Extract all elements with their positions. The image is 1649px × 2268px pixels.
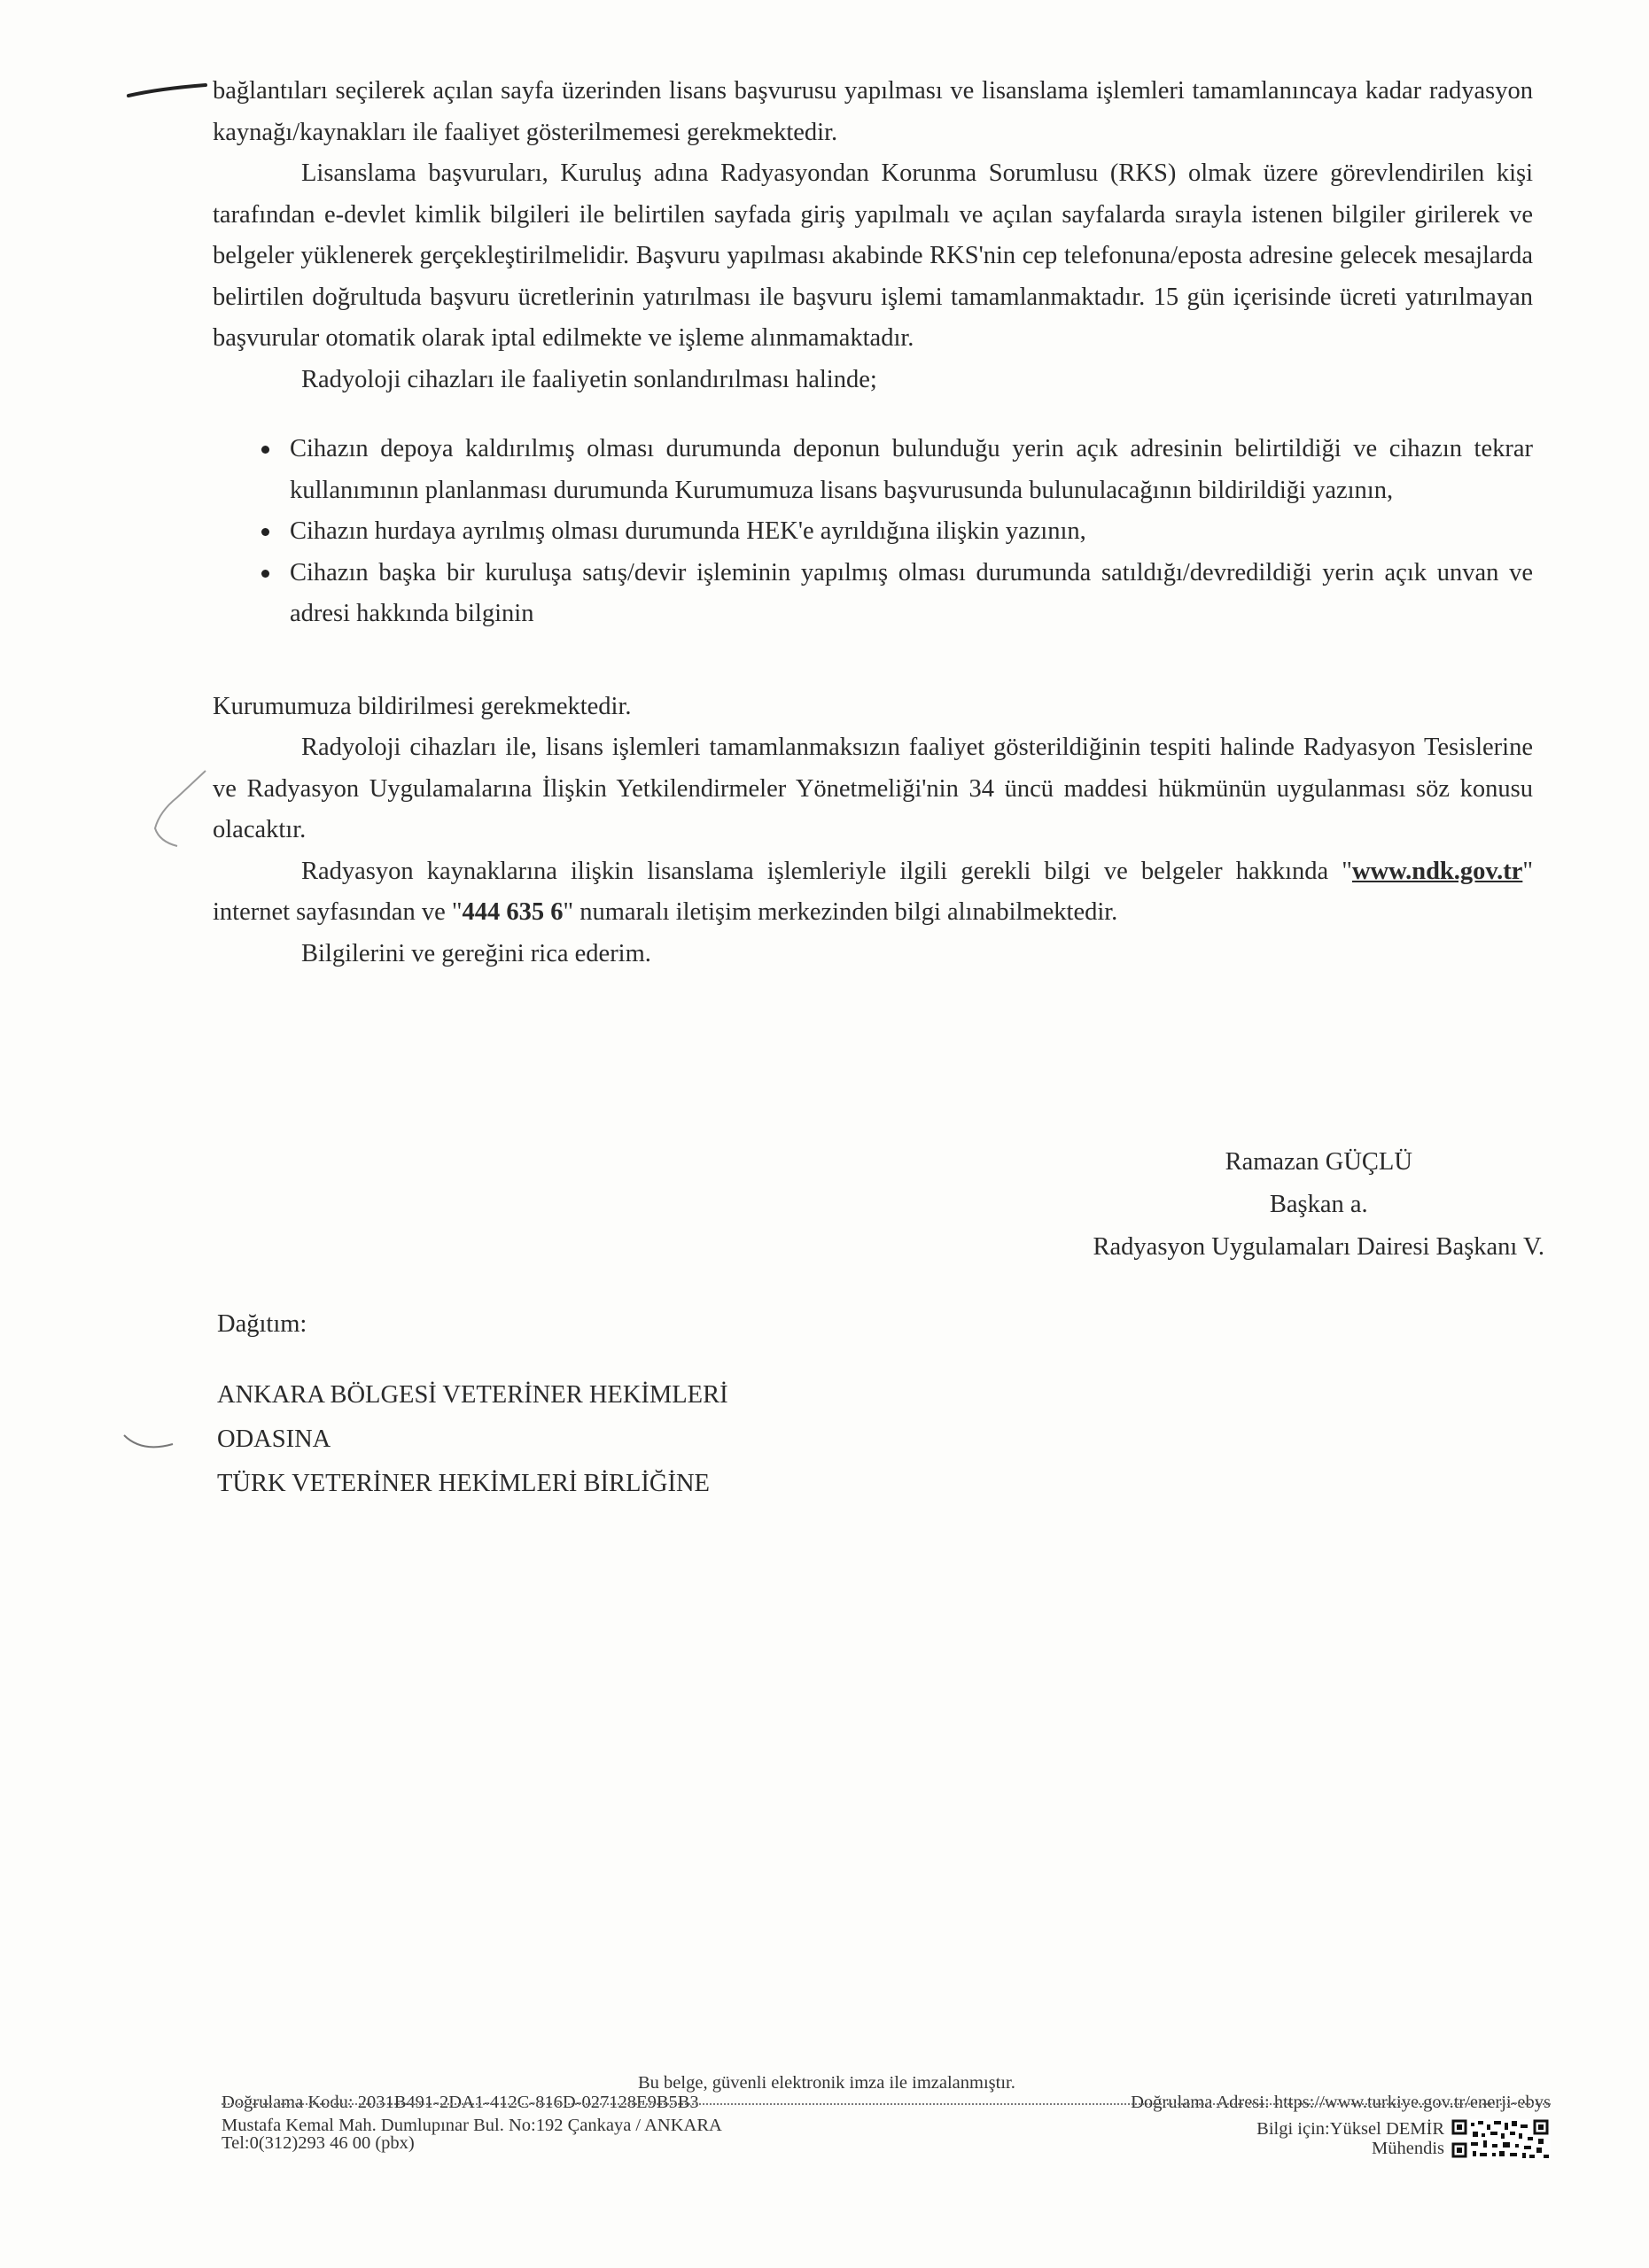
recipient-line: ANKARA BÖLGESİ VETERİNER HEKİMLERİ xyxy=(217,1381,728,1409)
recipient-line: ODASINA xyxy=(217,1425,331,1453)
verification-url-link[interactable]: https://www.turkiye.gov.tr/enerji-ebys xyxy=(1273,2093,1551,2112)
esign-note: Bu belge, güvenli elektronik imza ile imzalanmıştır. xyxy=(638,2073,1015,2093)
document-footer xyxy=(222,2073,1551,2179)
contact-role: Mühendis xyxy=(1372,2139,1444,2158)
bullet-item: Cihazın başka bir kuruluşa satış/devir işleminin yapılmış olması durumunda satıldığı/devredildiği yerin açık unvan ve adresi hakkında bilginin xyxy=(261,553,1533,635)
letter-body xyxy=(213,71,1533,975)
ndk-website-link[interactable]: www.ndk.gov.tr xyxy=(1351,857,1523,885)
pen-mark-top xyxy=(124,78,213,105)
paragraph-contact: Radyasyon kaynaklarına ilişkin lisanslama işlemleriyle ilgili gerekli bilgi ve belgeler hakkında "www.ndk.gov.tr" internet sayfasından ve "444 635 6" numaralı iletişim merkezinden bilgi alınabilmektedir. xyxy=(213,857,1533,926)
bullet-icon xyxy=(261,570,269,578)
distribution-title: Dağıtım: xyxy=(217,1310,307,1338)
signatory-title: Başkan a. xyxy=(1269,1191,1368,1218)
recipient-line: TÜRK VETERİNER HEKİMLERİ BİRLİĞİNE xyxy=(217,1470,710,1497)
bullet-icon xyxy=(261,446,269,454)
verification-address: Doğrulama Adresi: https://www.turkiye.gov.tr/enerji-ebys xyxy=(1131,2093,1551,2112)
pen-mark-middle xyxy=(124,762,222,850)
paragraph-intro: bağlantıları seçilerek açılan sayfa üzerinden lisans başvurusu yapılması ve lisanslama işlemleri tamamlanıncaya kadar radyasyon kaynağı/kaynakları ile faaliyet gösterilmemesi gerekmektedir. xyxy=(213,77,1533,146)
contact-phone: 444 635 6 xyxy=(462,898,564,926)
footer-dotted-rule xyxy=(222,2103,1551,2105)
paragraph-closing: Bilgilerini ve gereğini rica ederim. xyxy=(301,939,651,967)
paragraph-termination: Radyoloji cihazları ile faaliyetin sonlandırılması halinde; xyxy=(301,365,877,393)
paragraph-notify: Kurumumuza bildirilmesi gerekmektedir. xyxy=(213,692,632,720)
paragraph-licensing: Lisanslama başvuruları, Kuruluş adına Radyasyondan Korunma Sorumlusu (RKS) olmak üzere görevlendirilen kişi tarafından e-devlet kimlik bilgileri ile belirtilen sayfada giriş yapılmalı ve açılan sayfalarda sırayla istenen bilgiler girilerek ve belgeler yüklenerek gerçekleştirilmelidir. Başvuru yapılması akabinde RKS'nin cep telefonuna/eposta adresine gelecek mesajlarda belirtilen doğrultuda başvuru ücretlerinin yatırılması ile başvuru işlemi tamamlanmaktadır. 15 gün içerisinde ücreti yatırılmayan başvurular otomatik olarak iptal edilmekte ve işleme alınmamaktadır. xyxy=(213,159,1533,352)
signature-block xyxy=(1093,1141,1544,1269)
paragraph-penalty: Radyoloji cihazları ile, lisans işlemleri tamamlanmaksızın faaliyet gösterildiğinin tespiti halinde Radyasyon Tesislerine ve Radyasyon Uygulamalarına İlişkin Yetkilendirmeler Yönetmeliği'nin 34 üncü maddesi hükmünün uygulanması söz konusu olacaktır. xyxy=(213,734,1533,843)
verification-code: Doğrulama Kodu: 2031B491-2DA1-412C-816D-027128E9B5B3 xyxy=(222,2093,699,2112)
institution-phone: Tel:0(312)293 46 00 (pbx) xyxy=(222,2133,415,2153)
contact-person: Bilgi için:Yüksel DEMİR xyxy=(1256,2119,1444,2139)
bullet-icon xyxy=(261,528,269,536)
bullet-item: Cihazın hurdaya ayrılmış olması durumunda HEK'e ayrıldığına ilişkin yazının, xyxy=(261,511,1533,553)
distribution-block xyxy=(217,1302,728,1506)
signatory-name: Ramazan GÜÇLÜ xyxy=(1225,1148,1412,1176)
termination-bullet-list xyxy=(213,429,1533,635)
qr-code-icon xyxy=(1451,2119,1551,2160)
pen-mark-lower xyxy=(120,1418,191,1462)
institution-address: Mustafa Kemal Mah. Dumlupınar Bul. No:192 Çankaya / ANKARA xyxy=(222,2116,722,2135)
signatory-department: Radyasyon Uygulamaları Dairesi Başkanı V. xyxy=(1093,1233,1544,1261)
bullet-item: Cihazın depoya kaldırılmış olması durumunda deponun bulunduğu yerin açık adresinin belirtildiği ve cihazın tekrar kullanımının planlanması durumunda Kurumumuza lisans başvurusunda bulunulacağının bildirildiği yazının, xyxy=(261,429,1533,511)
